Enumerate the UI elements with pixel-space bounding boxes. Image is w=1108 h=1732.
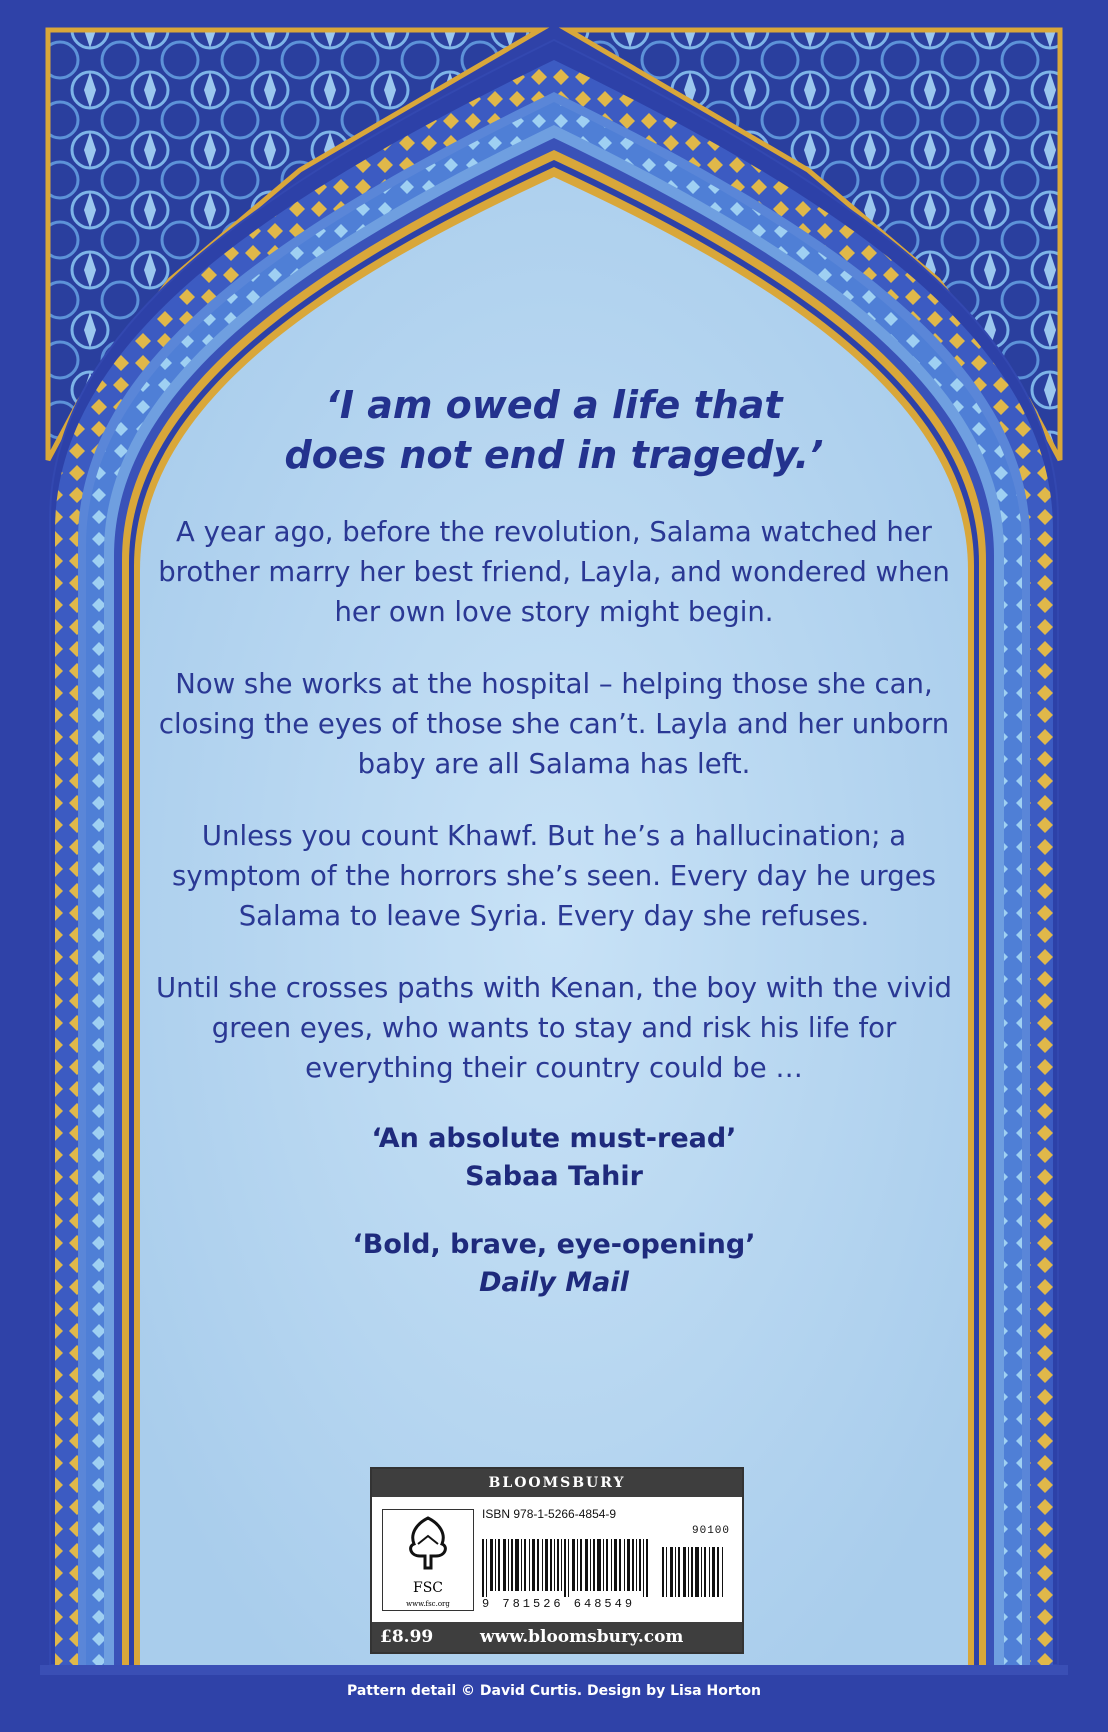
barcode-bars — [482, 1539, 732, 1597]
review-quote-2: ‘Bold, brave, eye-opening’ — [352, 1229, 756, 1260]
price-code: 90100 — [692, 1525, 731, 1537]
tagline-line-2: does not end in tragedy.’ — [284, 433, 824, 477]
design-credit: Pattern detail © David Curtis. Design by Lisa Horton — [346, 1683, 762, 1699]
price-label: £8.99 — [380, 1627, 434, 1647]
review-source-2: Daily Mail — [479, 1267, 629, 1298]
review-source-1: Sabaa Tahir — [465, 1161, 643, 1192]
fsc-tree-icon — [398, 1514, 458, 1572]
barcode-digits: 9 781526 648549 — [482, 1597, 636, 1611]
barcode-panel — [370, 1467, 744, 1654]
price-bar — [372, 1622, 742, 1652]
publisher-website: www.bloomsbury.com — [480, 1627, 684, 1647]
blurb — [140, 380, 968, 1332]
fsc-url: www.fsc.org — [406, 1600, 450, 1608]
fsc-logo — [382, 1509, 474, 1611]
blurb-paragraph-2: Now she works at the hospital – helping those she can, closing the eyes of those she can’t. Layla and her unborn baby are all Salama has left. — [158, 668, 950, 780]
isbn-text: ISBN 978-1-5266-4854-9 — [482, 1507, 617, 1521]
blurb-paragraph-4: Until she crosses paths with Kenan, the boy with the vivid green eyes, who wants to stay and risk his life for everything their country could be … — [156, 972, 952, 1084]
review-quote-1: ‘An absolute must-read’ — [371, 1123, 737, 1154]
fsc-label: FSC — [412, 1580, 444, 1596]
blurb-paragraph-1: A year ago, before the revolution, Salama watched her brother marry her best friend, Layla, and wondered when her own love story might begin. — [158, 516, 950, 628]
blurb-paragraph-3: Unless you count Khawf. But he’s a hallucination; a symptom of the horrors she’s seen. Every day he urges Salama to leave Syria. Every day she refuses. — [172, 820, 936, 932]
tagline-line-1: ‘I am owed a life that — [325, 383, 783, 427]
tagline — [140, 380, 968, 480]
publisher-name: BLOOMSBURY — [372, 1469, 742, 1497]
